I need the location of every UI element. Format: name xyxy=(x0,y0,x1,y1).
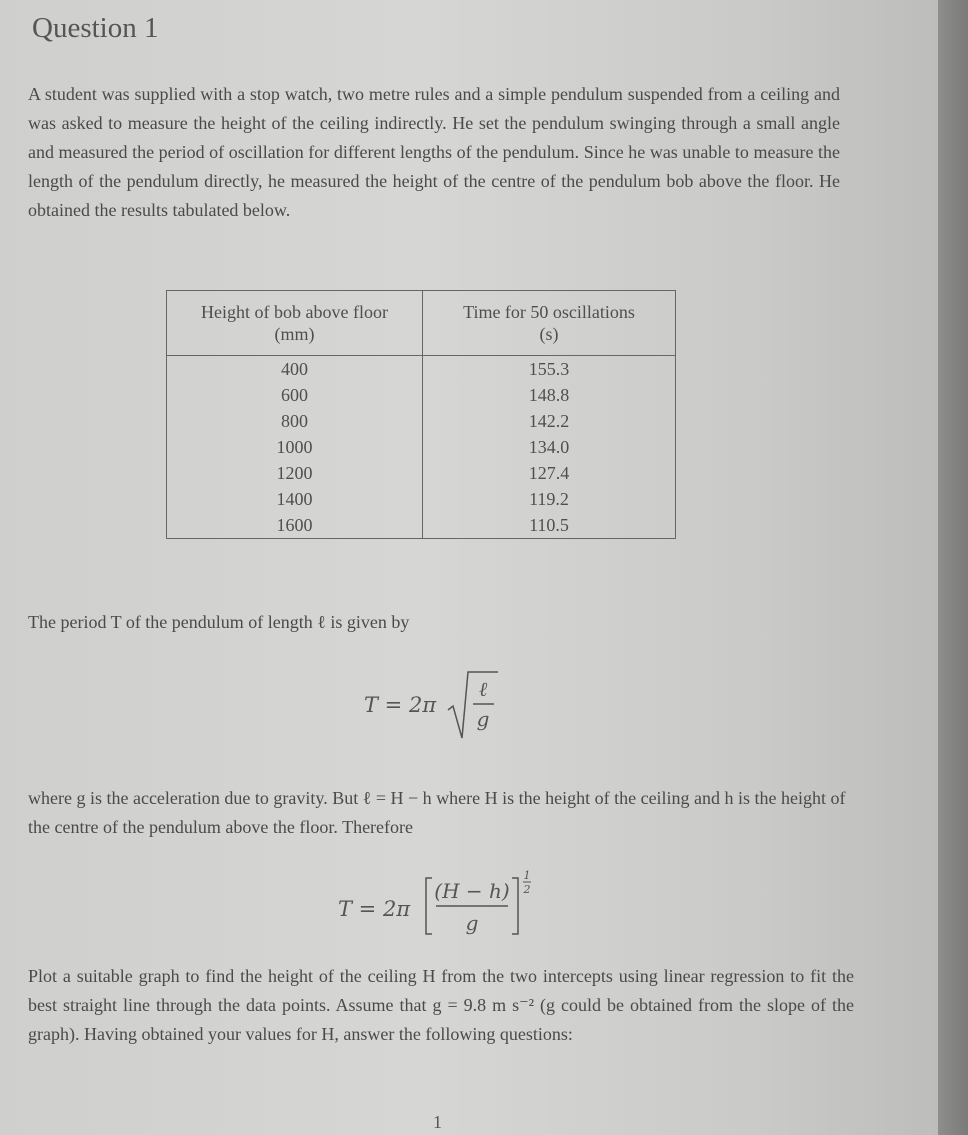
table-row xyxy=(167,356,676,383)
height-header-label: Height of bob above floor xyxy=(201,302,388,322)
page-edge-shadow xyxy=(938,0,968,1135)
formula1-denominator: g xyxy=(476,707,490,731)
height-cell: 1400 xyxy=(167,486,423,512)
rearranged-period-formula xyxy=(336,862,546,942)
instruction-paragraph: Plot a suitable graph to find the height of the ceiling H from the two intercepts using linear regression to fit the best straight line through the data points. Assume that g = 9.8 m s⁻² (g could be obtained from the slope of the graph). Having obtained your values for H, answer the following questions: xyxy=(28,966,854,1044)
formula2-right-bracket xyxy=(512,878,518,934)
time-header-label: Time for 50 oscillations xyxy=(463,302,635,322)
table-row xyxy=(167,486,676,512)
table-row xyxy=(167,512,676,539)
formula1-radical-sign xyxy=(448,672,498,738)
period-statement: The period T of the pendulum of length ℓ is given by xyxy=(28,612,410,632)
time-cell: 134.0 xyxy=(423,434,676,460)
height-cell: 800 xyxy=(167,408,423,434)
height-cell: 1200 xyxy=(167,460,423,486)
time-cell: 127.4 xyxy=(423,460,676,486)
question-title: Question 1 xyxy=(32,12,159,44)
time-cell: 148.8 xyxy=(423,382,676,408)
table-row xyxy=(167,434,676,460)
time-cell: 119.2 xyxy=(423,486,676,512)
time-header-unit: (s) xyxy=(539,324,559,344)
table-row xyxy=(167,408,676,434)
intro-paragraph: A student was supplied with a stop watch, two metre rules and a simple pendulum suspended from a ceiling and was asked to measure the height of the ceiling indirectly. He set the pendulum swinging through a small angle and measured the period of oscillation for different lengths of the pendulum. Since he was unable to measure the length of the pendulum directly, he measured the height of the centre of the pendulum bob above the floor. He obtained the results tabulated below. xyxy=(28,84,840,220)
period-formula xyxy=(362,664,502,744)
formula2-denominator: g xyxy=(465,911,479,935)
definition-paragraph: where g is the acceleration due to gravity. But ℓ = H − h where H is the height of the ceiling and h is the height of the centre of the pendulum above the floor. Therefore xyxy=(28,788,846,837)
formula1-lhs: T = 2π xyxy=(364,693,437,717)
height-cell: 400 xyxy=(167,356,423,383)
formula2-exponent-numerator: 1 xyxy=(523,869,531,882)
table-row xyxy=(167,382,676,408)
formula2-left-bracket xyxy=(426,878,432,934)
table-header-row xyxy=(167,291,676,356)
time-cell: 110.5 xyxy=(423,512,676,539)
table-row xyxy=(167,460,676,486)
page-number: 1 xyxy=(433,1112,442,1132)
formula2-exponent-denominator: 2 xyxy=(523,883,531,896)
formula2-numerator: (H − h) xyxy=(434,879,510,903)
height-cell: 600 xyxy=(167,382,423,408)
time-column-header xyxy=(423,291,676,356)
height-cell: 1600 xyxy=(167,512,423,539)
time-cell: 142.2 xyxy=(423,408,676,434)
height-column-header xyxy=(167,291,423,356)
formula1-numerator: ℓ xyxy=(478,677,488,701)
height-cell: 1000 xyxy=(167,434,423,460)
time-cell: 155.3 xyxy=(423,356,676,383)
height-header-unit: (mm) xyxy=(274,324,315,344)
results-table xyxy=(166,290,676,539)
formula2-lhs: T = 2π xyxy=(338,897,411,921)
